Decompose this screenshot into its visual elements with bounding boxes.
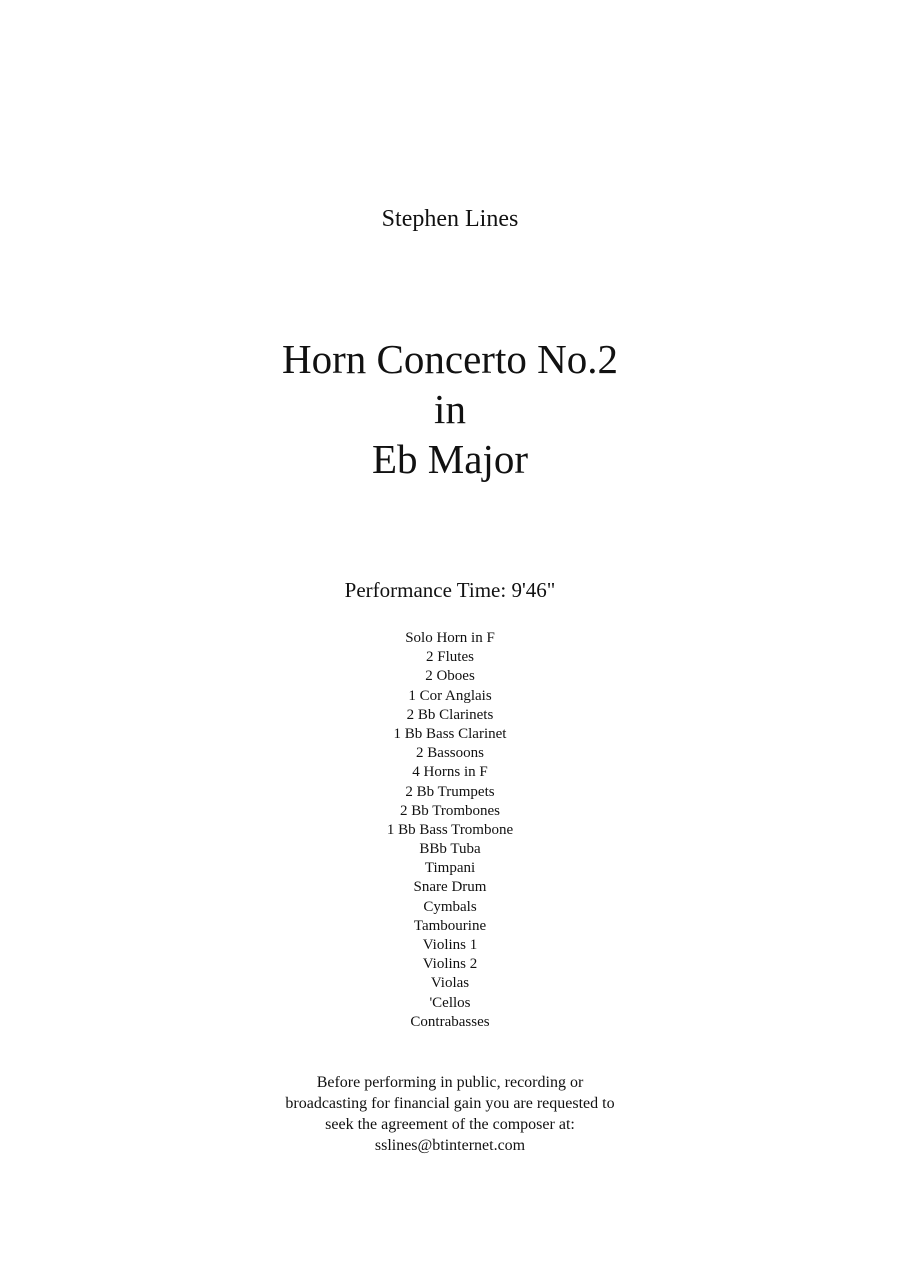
- title-line-1: Horn Concerto No.2: [282, 336, 618, 382]
- instrument-item: 1 Cor Anglais: [408, 687, 492, 704]
- instrument-item: 1 Bb Bass Trombone: [386, 821, 514, 838]
- instrument-item: Tambourine: [413, 917, 487, 934]
- instrument-item: 2 Bassoons: [416, 745, 484, 762]
- instrument-item: Cymbals: [423, 898, 477, 915]
- instrument-item: Violas: [430, 975, 470, 992]
- performance-time: Performance Time: 9'46": [344, 578, 556, 602]
- notice-line-1: Before performing in public, recording or: [316, 1074, 584, 1091]
- instrument-item: Violins 2: [422, 956, 478, 973]
- title-line-3: Eb Major: [372, 436, 528, 482]
- instrumentation-list: [0, 629, 900, 1032]
- instrument-item: Contrabasses: [410, 1013, 490, 1030]
- composer-email: sslines@btinternet.com: [374, 1137, 526, 1154]
- notice-line-2: broadcasting for financial gain you are requested to: [285, 1095, 615, 1112]
- instrument-item: 2 Bb Trumpets: [405, 783, 495, 800]
- instrument-item: 'Cellos: [429, 994, 471, 1011]
- instrument-item: Violins 1: [422, 937, 478, 953]
- instrument-item: Snare Drum: [413, 879, 487, 896]
- instrument-item: 4 Horns in F: [412, 764, 488, 781]
- instrument-item: Timpani: [424, 860, 476, 877]
- instrument-item: 2 Bb Trombones: [399, 802, 501, 819]
- performance-rights-notice: [0, 1072, 900, 1156]
- instrument-item: 2 Oboes: [425, 668, 475, 685]
- work-title: [0, 334, 900, 484]
- instrument-item: 2 Flutes: [426, 649, 474, 666]
- notice-line-3: seek the agreement of the composer at:: [325, 1116, 575, 1133]
- title-line-2: in: [434, 386, 466, 432]
- instrument-item: BBb Tuba: [419, 841, 481, 858]
- instrument-item: 2 Bb Clarinets: [406, 706, 494, 723]
- composer-name: Stephen Lines: [381, 206, 519, 232]
- instrument-item: Solo Horn in F: [405, 630, 495, 646]
- instrument-item: 1 Bb Bass Clarinet: [393, 725, 507, 742]
